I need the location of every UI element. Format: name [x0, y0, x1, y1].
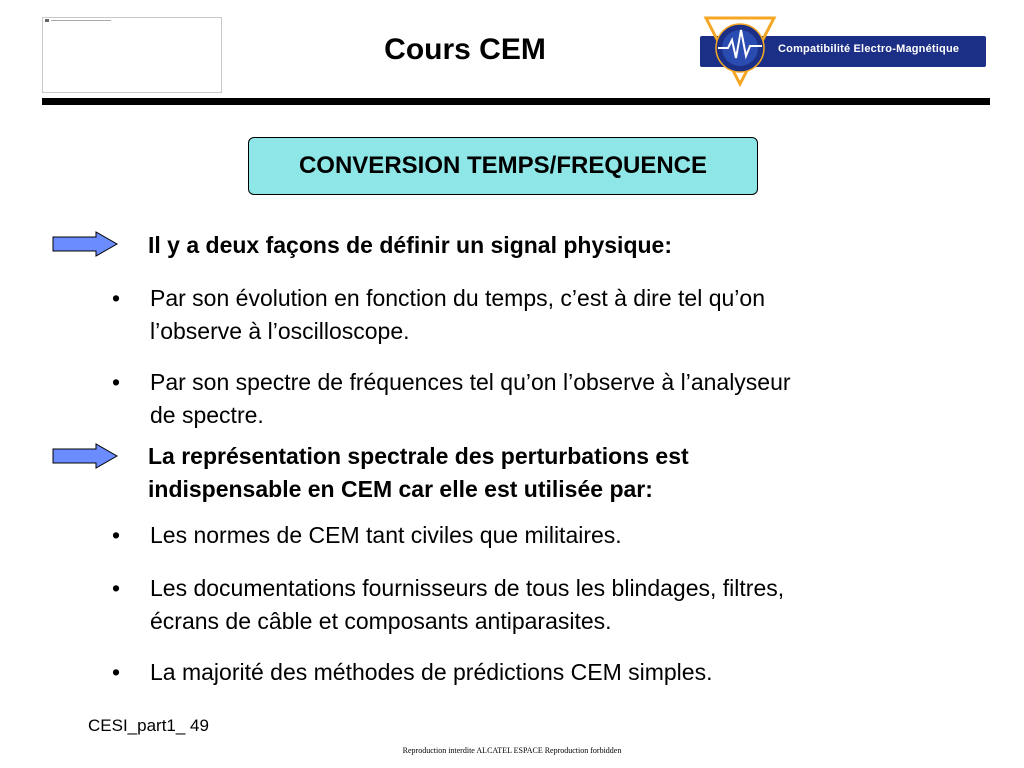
section-lead	[148, 440, 689, 506]
bullet-item	[150, 366, 960, 432]
bullet-symbol: •	[112, 285, 121, 311]
bullet-line: Les documentations fournisseurs de tous les blindages, filtres,	[150, 575, 785, 601]
logo-caption: Compatibilité Electro-Magnétique	[778, 43, 960, 55]
bullet-symbol: •	[112, 522, 121, 548]
header-divider	[42, 98, 990, 105]
bullet-line: Par son spectre de fréquences tel qu’on l’observe à l’analyseur	[150, 369, 791, 395]
bullet-item	[150, 656, 960, 689]
bullet-symbol: •	[112, 369, 121, 395]
lead-line: indispensable en CEM car elle est utilisée par:	[148, 476, 653, 502]
cem-logo	[700, 16, 986, 88]
bullet-item	[150, 282, 960, 348]
logo-emblem-icon	[700, 16, 780, 88]
bullet-line: Les normes de CEM tant civiles que militaires.	[150, 522, 622, 548]
arrow-right-icon	[52, 443, 118, 469]
bullet-line: écrans de câble et composants antiparasites.	[150, 608, 612, 634]
copyright-notice: Reproduction interdite ALCATEL ESPACE Reproduction forbidden	[402, 746, 622, 755]
page-label: CESI_part1_ 49	[88, 716, 209, 735]
section-heading-text: CONVERSION TEMPS/FREQUENCE	[298, 152, 708, 179]
bullet-line: de spectre.	[150, 402, 264, 428]
bullet-line: Par son évolution en fonction du temps, c’est à dire tel qu’on	[150, 285, 765, 311]
page-title: Cours CEM	[384, 33, 546, 66]
bullet-line: La majorité des méthodes de prédictions CEM simples.	[150, 659, 713, 685]
thumbnail-text-icon	[45, 19, 111, 22]
bullet-symbol: •	[112, 659, 121, 685]
section-lead: Il y a deux façons de définir un signal physique:	[148, 232, 672, 258]
bullet-item	[150, 572, 960, 638]
bullet-line: l’observe à l’oscilloscope.	[150, 318, 410, 344]
bullet-item	[150, 519, 960, 552]
lead-line: La représentation spectrale des perturbations est	[148, 443, 689, 469]
section-heading	[248, 137, 758, 195]
arrow-right-icon	[52, 231, 118, 257]
bullet-symbol: •	[112, 575, 121, 601]
